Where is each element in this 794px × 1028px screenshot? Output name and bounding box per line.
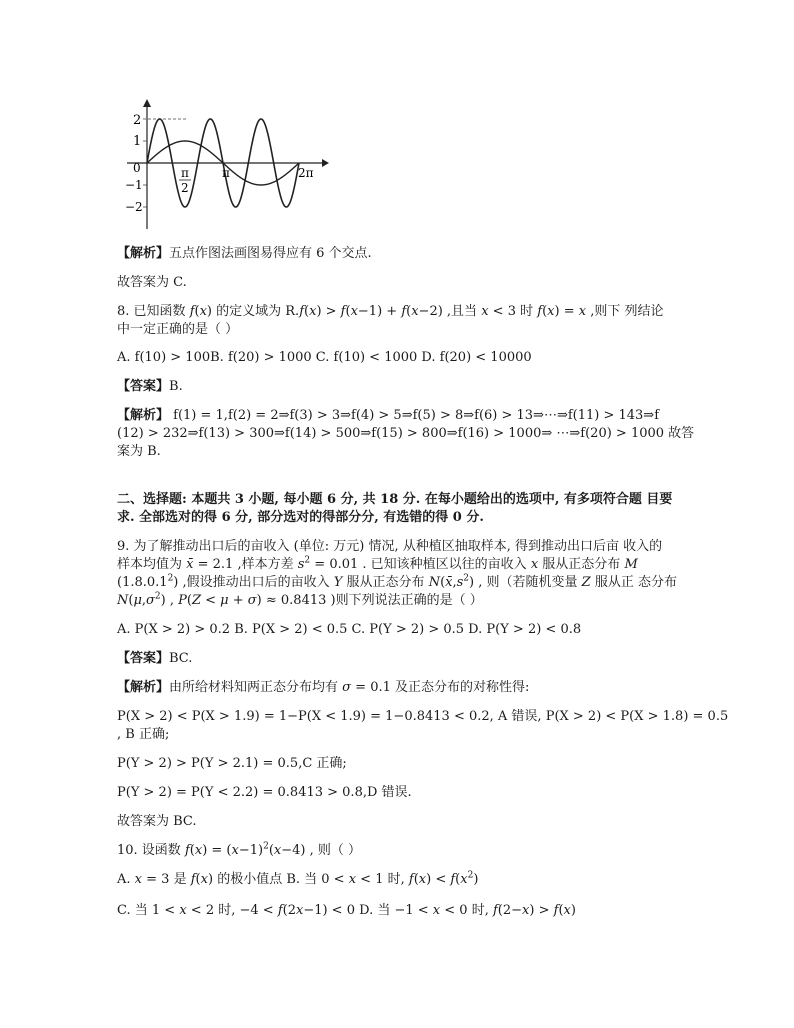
jiexi-tag: 【解析】 [117,246,170,261]
q9-stem-line2: 样本均值为 x̄ = 2.1 ,样本方差 $s^2 = 0.01$ . 已知该种植区以往的亩收入 x 服从正态分布 M [117,555,638,572]
q8-jiexi-line3: 案为 B. [117,444,161,459]
q9-line-a1: P(X > 2) < P(X > 1.9) = 1−P(X < 1.9) = 1−0.8413 < 0.2, A 错误, P(X > 2) < P(X > 1.8) = 0.5 [117,709,729,724]
q9-stem-line1: 9. 为了解推动出口后的亩收入 (单位: 万元) 情况, 从种植区抽取样本, 得到推动出口后亩 收入的 [117,539,663,554]
y-tick-m1: −1 [125,178,143,192]
q8-stem-line2: 中一定正确的是（ ） [117,322,239,337]
q8-jiexi-line1: 【解析】 f(1) = 1,f(2) = 2⇒f(3) > 3⇒f(4) > 5⇒f(5) > 8⇒f(6) > 13⇒⋯⇒f(11) > 143⇒f [117,408,660,423]
q8-jiexi-line2: (12) > 232⇒f(13) > 300⇒f(14) > 500⇒f(15) > 800⇒f(16) > 1000⇒ ⋯⇒f(20) > 1000 故答 [117,426,695,441]
y-axis-arrow [143,99,151,107]
q9-line-d: P(Y > 2) = P(Y < 2.2) = 0.8413 > 0.8,D 错误. [117,785,412,800]
q9-jiexi-intro: 【解析】由所给材料知两正态分布均有 σ = 0.1 及正态分布的对称性得: [117,680,530,695]
q9-options: A. P(X > 2) > 0.2 B. P(X > 2) < 0.5 C. P(Y > 2) > 0.5 D. P(Y > 2) < 0.8 [117,622,582,637]
y-tick-m2: −2 [125,200,143,214]
y-tick-1: 1 [133,134,142,149]
q9-stem-line3: (1.8.0.1$^2$) ,假设推动出口后的亩收入 Y 服从正态分布 $N(x̄,s^2)$ , 则（若随机变量 Z 服从正 态分布 [117,573,677,590]
section2-heading-line1: 二、选择题: 本题共 3 小题, 每小题 6 分, 共 18 分. 在每小题给出的选项中, 有多项符合题 目要 [117,492,673,507]
q10-options-cd: C. 当 1 < x < 2 时, −4 < f(2x−1) < 0 D. 当 −1 < x < 0 时, f(2−x) > f(x) [117,903,576,918]
x-tick-pi-half-num: π [181,166,189,180]
q8-answer: 【答案】B. [117,379,183,394]
q8-options: A. f(10) > 100B. f(20) > 1000 C. f(10) < 1000 D. f(20) < 10000 [117,350,532,365]
q8-stem-line1: 8. 已知函数 f(x) 的定义域为 R.f(x) > f(x−1) + f(x−2) ,且当 x < 3 时 f(x) = x ,则下 列结论 [117,304,664,319]
q9-stem-line4: $N(\mu,\sigma^2)$ , P(Z < μ + σ) ≈ 0.8413 )则下列说法正确的是（ ） [117,591,483,608]
q9-line-a2: , B 正确; [117,727,170,742]
q9-answer-line: 故答案为 BC. [117,814,197,829]
x-axis-arrow [322,159,329,167]
q7-jiexi-text: 五点作图法画图易得应有 6 个交点. [169,246,372,261]
y-tick-0: 0 [133,161,141,175]
q10-options-ab: A. x = 3 是 f(x) 的极小值点 B. 当 0 < x < 1 时, $f(x) < f(x^2)$ [117,870,479,887]
x-tick-pi-half-den: 2 [181,181,189,195]
q7-answer: 故答案为 C. [117,275,187,290]
q7-jiexi [117,246,372,262]
q9-line-c: P(Y > 2) > P(Y > 2.1) = 0.5,C 正确; [117,756,347,771]
q9-answer: 【答案】BC. [117,651,193,666]
sine-graph [115,97,330,232]
y-tick-2: 2 [133,113,142,128]
q10-stem: 10. 设函数 $f(x) = (x-1)^2(x-4)$ , 则（ ） [117,841,362,858]
x-tick-2pi: 2π [298,166,314,180]
section2-heading-line2: 求. 全部选对的得 6 分, 部分选对的得部分分, 有选错的得 0 分. [117,510,484,525]
x-tick-pi: π [222,166,230,180]
